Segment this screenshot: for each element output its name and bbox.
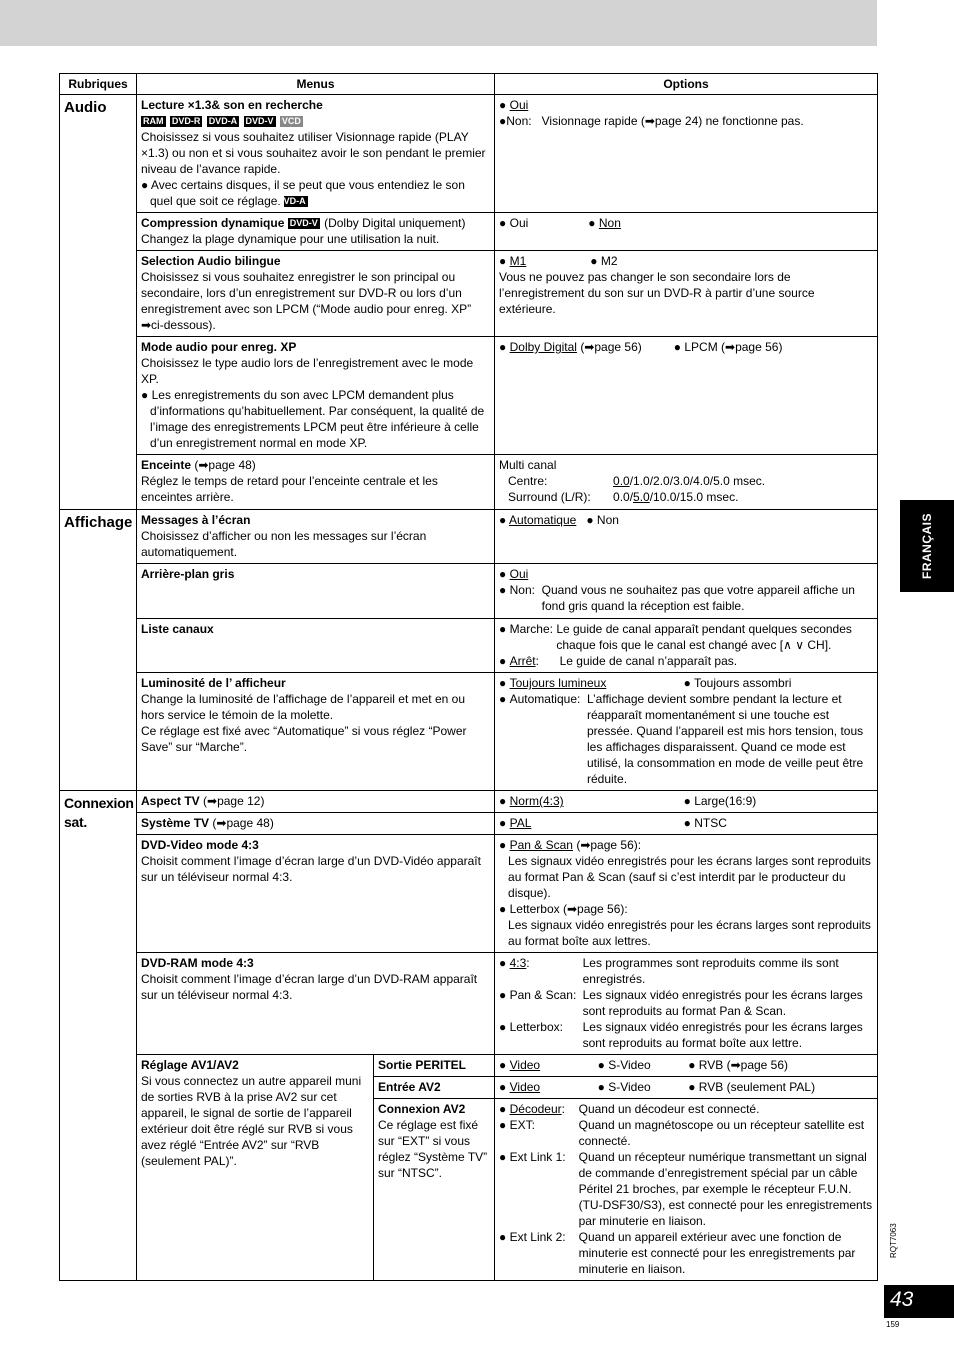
table-row bbox=[60, 251, 878, 337]
menu-systeme-tv: Système TV (➡page 48) bbox=[137, 813, 495, 835]
table-row bbox=[60, 95, 878, 213]
options-compression: ● Oui ● Non bbox=[495, 213, 878, 251]
options-arriere-plan: ● Oui ● Non: Quand vous ne souhaitez pas que votre appareil affiche un fond gris quand la réception est faible. bbox=[495, 564, 878, 619]
top-banner bbox=[0, 0, 877, 46]
disc-badge: RAM bbox=[143, 116, 164, 126]
option-default[interactable]: Toujours lumineux bbox=[509, 676, 607, 690]
menu-bilingue: Selection Audio bilingue Choisissez si vous souhaitez enregistrer le son principal ou secondaire, lors d’un enregistrement sur DVD-R ou lors d’un enregistrement avec son LPCM (“Mode audio pour enreg. XP” ➡ci-dessous). bbox=[137, 251, 495, 337]
options-connexion-av2: ● Décodeur: Quand un décodeur est connecté. ● EXT: Quand un magnétoscope ou un récepteur satellite est connecté. ● Ext Link 1: Quand un récepteur numérique transmettant un signal de commande d’enregistrement spécial par un câble Péritel 21 broches, par exemple le récepteur F.U.N. (TU-DSF30/S3), est connecté pour les enregistrements par minuterie en liaison. ● Ext Link 2: Quand un appareil extérieur avec une fonction de minuterie est connecté pour les enregistrements par minuterie en liaison. bbox=[495, 1099, 878, 1281]
menu-desc: Réglez le temps de retard pour l’enceinte centrale et les enceintes arrière. bbox=[141, 474, 438, 504]
options-aspect-tv: ● Norm(4:3) ● Large(16:9) bbox=[495, 791, 878, 813]
menu-desc: Choisit comment l’image d’écran large d’un DVD-Vidéo apparaît sur un téléviseur normal 4:3. bbox=[141, 854, 481, 884]
option-default[interactable]: Décodeur bbox=[509, 1102, 562, 1116]
menu-title: Lecture ×1.3& son en recherche bbox=[141, 98, 323, 112]
menu-desc: Choisissez le type audio lors de l’enregistrement avec le mode XP. bbox=[141, 356, 474, 386]
disc-badge: DVD-V bbox=[289, 218, 318, 228]
language-tab: FRANÇAIS bbox=[900, 500, 954, 592]
table-row bbox=[60, 619, 878, 673]
document-code: RQT7063 bbox=[889, 1223, 898, 1258]
menu-desc: Ce réglage est fixé sur “EXT” si vous réglez “Système TV” sur “NTSC”. bbox=[378, 1118, 488, 1180]
options-luminosite: ● Toujours lumineux ● Toujours assombri ● Automatique: L’affichage devient sombre pendant la lecture et réapparaît momentanément si une touche est pressée. Quand l’appareil est mis hors tension, tous les affichages disparaissent. Quand ce mode est utilisé, la consommation en mode de veille peut être réduite. bbox=[495, 673, 878, 791]
submenu-sortie-peritel: Sortie PERITEL bbox=[374, 1055, 495, 1077]
options-lecture: ● Oui ● Non: Visionnage rapide (➡page 24) ne fonctionne pas. bbox=[495, 95, 878, 213]
option-desc: Visionnage rapide (➡page 24) ne fonctionne pas. bbox=[541, 114, 804, 128]
submenu-connexion-av2: Connexion AV2 Ce réglage est fixé sur “EXT” si vous réglez “Système TV” sur “NTSC”. bbox=[374, 1099, 495, 1281]
option[interactable]: M2 bbox=[600, 254, 618, 268]
menu-desc: Ce réglage est fixé avec “Automatique” si vous réglez “Power Save” sur “Marche”. bbox=[141, 724, 467, 754]
menu-enceinte: Enceinte (➡page 48) Réglez le temps de retard pour l’enceinte centrale et les enceintes arrière. bbox=[137, 455, 495, 510]
section-affichage: Affichage bbox=[60, 510, 137, 791]
options-messages: ● Automatique ● Non bbox=[495, 510, 878, 564]
option-default[interactable]: Video bbox=[509, 1080, 541, 1094]
section-connexion: Connexion sat. bbox=[60, 791, 137, 1281]
option-default[interactable]: 4:3 bbox=[509, 956, 527, 970]
menu-desc: Choisissez d’afficher ou non les messages sur l’écran automatiquement. bbox=[141, 529, 427, 559]
submenu-entree-av2: Entrée AV2 bbox=[374, 1077, 495, 1099]
table-row bbox=[60, 337, 878, 455]
menu-messages: Messages à l’écran Choisissez d’afficher ou non les messages sur l’écran automatiquement. bbox=[137, 510, 495, 564]
option-default[interactable]: Oui bbox=[509, 98, 529, 112]
disc-badge: DVD-R bbox=[171, 116, 201, 126]
options-sortie-peritel: ● Video ● S-Video ● RVB (➡page 56) bbox=[495, 1055, 878, 1077]
option[interactable]: Oui bbox=[509, 216, 529, 230]
option-default[interactable]: Automatique bbox=[508, 513, 577, 527]
option[interactable]: Large(16:9) bbox=[694, 794, 757, 808]
disc-badge: DVD-A bbox=[277, 196, 306, 206]
option[interactable]: Letterbox (➡page 56): bbox=[509, 902, 628, 916]
menu-reglage-av: Réglage AV1/AV2 Si vous connectez un autre appareil muni de sorties RVB à la prise AV2 sur cet appareil, le signal de sortie de l’appareil extérieur doit être réglé sur RVB si vous avez réglé “Entrée AV2” sur “RVB (seulement PAL)”. bbox=[137, 1055, 374, 1281]
table-row bbox=[60, 455, 878, 510]
option-default[interactable]: Arrêt bbox=[509, 654, 536, 668]
menu-desc: Change la luminosité de l’affichage de l’appareil et met en ou hors service le témoin de la molette. bbox=[141, 692, 465, 722]
option-default[interactable]: Pan & Scan bbox=[509, 838, 573, 852]
options-systeme-tv: ● PAL ● NTSC bbox=[495, 813, 878, 835]
table-row bbox=[60, 673, 878, 791]
table-row bbox=[60, 213, 878, 251]
option-default[interactable]: 0.0 bbox=[613, 474, 630, 488]
menu-luminosite: Luminosité de l’ afficheur Change la luminosité de l’affichage de l’appareil et met en ou hors service le témoin de la molette. Ce réglage est fixé avec “Automatique” si vous réglez “Power Save” sur “Marche”. bbox=[137, 673, 495, 791]
settings-table bbox=[59, 73, 878, 1281]
table-header-row bbox=[60, 74, 878, 95]
option[interactable]: RVB (➡page 56) bbox=[698, 1058, 789, 1072]
option-note: Vous ne pouvez pas changer le son secondaire lors de l’enregistrement du son sur un DVD-R à partir d’une source extérieure. bbox=[499, 270, 815, 316]
menu-desc: Changez la plage dynamique pour une utilisation la nuit. bbox=[141, 232, 440, 246]
header-options: Options bbox=[495, 74, 878, 95]
menu-liste-canaux: Liste canaux bbox=[137, 619, 495, 673]
header-rubriques: Rubriques bbox=[60, 74, 137, 95]
option-default[interactable]: PAL bbox=[509, 816, 532, 830]
menu-lecture bbox=[137, 95, 495, 213]
options-dvd-ram: ● 4:3: Les programmes sont reproduits comme ils sont enregistrés. ● Pan & Scan: Les signaux vidéo enregistrés pour les écrans larges sont reproduits au format Pan & Scan. ● Letterbox: Les signaux vidéo enregistrés pour les écrans larges sont reproduits au format boîte aux lettre. bbox=[495, 953, 878, 1055]
table-row bbox=[60, 510, 878, 564]
option-default[interactable]: Oui bbox=[509, 567, 529, 581]
menu-mode-xp: Mode audio pour enreg. XP Choisissez le type audio lors de l’enregistrement avec le mode XP. ● Les enregistrements du son avec LPCM demandent plus d’informations qu’habituellement. Par conséquent, la qualité de l’image des enregistrements LPCM peut être inférieure à celle d’un enregistrement normal en mode XP. bbox=[137, 337, 495, 455]
table-row bbox=[60, 813, 878, 835]
menu-desc: Choisit comment l’image d’écran large d’un DVD-RAM apparaît sur un téléviseur normal 4:3. bbox=[141, 972, 478, 1002]
page-number-box bbox=[884, 1285, 954, 1318]
menu-note: ● Avec certains disques, il se peut que vous entendiez le son quel que soit ce réglage. DVD-A bbox=[141, 178, 465, 208]
table-row bbox=[60, 564, 878, 619]
table-row bbox=[60, 1055, 878, 1077]
option-default[interactable]: 5.0 bbox=[633, 490, 650, 504]
option[interactable]: S-Video bbox=[608, 1058, 651, 1072]
footer-number: 159 bbox=[886, 1320, 900, 1329]
option-default[interactable]: Norm(4:3) bbox=[509, 794, 564, 808]
option[interactable]: RVB (seulement PAL) bbox=[698, 1080, 816, 1094]
menu-compression: Compression dynamique DVD-V (Dolby Digital uniquement) Changez la plage dynamique pour une utilisation la nuit. bbox=[137, 213, 495, 251]
disc-badge: VCD bbox=[281, 116, 301, 126]
table-row bbox=[60, 791, 878, 813]
header-menus: Menus bbox=[137, 74, 495, 95]
table-row bbox=[60, 953, 878, 1055]
menu-desc: Si vous connectez un autre appareil muni de sorties RVB à la prise AV2 sur cet appareil, le signal de sortie de l’appareil extérieur doit être réglé sur RVB si vous avez réglé “Entrée AV2” sur “RVB (seulement PAL)”. bbox=[141, 1074, 362, 1168]
option-default[interactable]: Non bbox=[598, 216, 621, 230]
menu-desc: Choisissez si vous souhaitez enregistrer le son principal ou secondaire, lors d’un enregistrement sur DVD-R ou lors d’un enregistrement avec son LPCM (“Mode audio pour enreg. XP” ➡ci-dessous). bbox=[141, 270, 472, 332]
menu-arriere-plan: Arrière-plan gris bbox=[137, 564, 495, 619]
menu-dvd-ram: DVD-RAM mode 4:3 Choisit comment l’image d’écran large d’un DVD-RAM apparaît sur un téléviseur normal 4:3. bbox=[137, 953, 495, 1055]
options-mode-xp: ● Dolby Digital (➡page 56) ● LPCM (➡page 56) bbox=[495, 337, 878, 455]
options-liste-canaux: ● Marche: Le guide de canal apparaît pendant quelques secondes chaque fois que le canal est changé avec [∧ ∨ CH]. ● Arrêt: Le guide de canal n’apparaît pas. bbox=[495, 619, 878, 673]
option-key[interactable]: Non: bbox=[506, 114, 532, 128]
table-row bbox=[60, 835, 878, 953]
option[interactable]: Non bbox=[596, 513, 619, 527]
menu-dvd-video: DVD-Video mode 4:3 Choisit comment l’image d’écran large d’un DVD-Vidéo apparaît sur un téléviseur normal 4:3. bbox=[137, 835, 495, 953]
options-bilingue: ● M1 ● M2 Vous ne pouvez pas changer le son secondaire lors de l’enregistrement du son sur un DVD-R à partir d’une source extérieure. bbox=[495, 251, 878, 337]
menu-desc: Choisissez si vous souhaitez utiliser Visionnage rapide (PLAY ×1.3) ou non et si vous souhaitez avoir le son pendant le premier niveau de l’avance rapide. bbox=[141, 130, 486, 176]
disc-badge: DVD-V bbox=[245, 116, 274, 126]
options-entree-av2: ● Video ● S-Video ● RVB (seulement PAL) bbox=[495, 1077, 878, 1099]
option[interactable]: Toujours assombri bbox=[693, 676, 792, 690]
page-number: 43 bbox=[890, 1288, 914, 1311]
menu-aspect-tv: Aspect TV (➡page 12) bbox=[137, 791, 495, 813]
options-enceinte: Multi canal Centre: 0.0/1.0/2.0/3.0/4.0/5.0 msec. Surround (L/R): 0.0/5.0/10.0/15.0 msec. bbox=[495, 455, 878, 510]
option-default[interactable]: Video bbox=[509, 1058, 541, 1072]
option[interactable]: LPCM (➡page 56) bbox=[684, 340, 783, 354]
option[interactable]: S-Video bbox=[608, 1080, 651, 1094]
disc-badge: DVD-A bbox=[208, 116, 238, 126]
option[interactable]: NTSC bbox=[694, 816, 727, 830]
options-dvd-video: ● Pan & Scan (➡page 56): Les signaux vidéo enregistrés pour les écrans larges sont reproduits au format Pan & Scan (sauf si c’est interdit par le producteur du disque). ● Letterbox (➡page 56): Les signaux vidéo enregistrés pour les écrans larges sont reproduits au format boîte aux lettres. bbox=[495, 835, 878, 953]
option-default[interactable]: M1 bbox=[509, 254, 527, 268]
menu-note: ● Les enregistrements du son avec LPCM demandent plus d’informations qu’habituellement. Par conséquent, la qualité de l’image des enregistrements LPCM peut être inférieure à celle d’un enregistrement normal en mode XP. bbox=[141, 388, 485, 450]
option-default[interactable]: Dolby Digital bbox=[509, 340, 577, 354]
section-audio: Audio bbox=[60, 95, 137, 510]
